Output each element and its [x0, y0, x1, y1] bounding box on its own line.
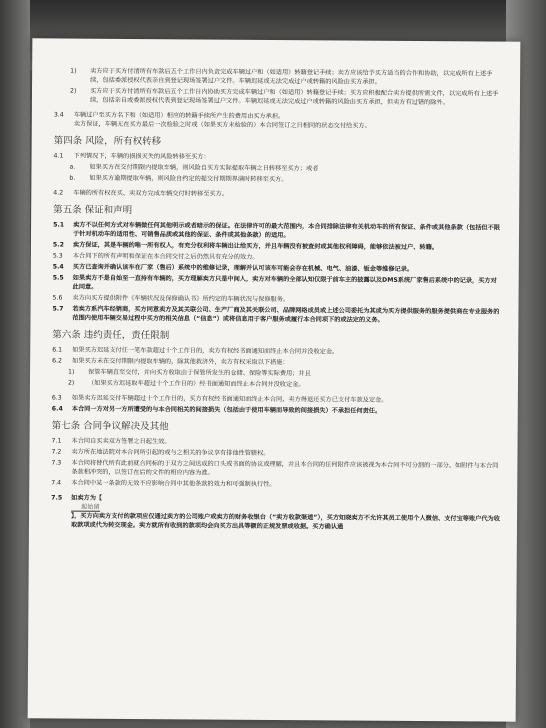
- clause-4-1: [54, 151, 504, 163]
- contract-body: [51, 66, 504, 534]
- clause-number: 5.1: [53, 221, 65, 229]
- clause-7-4: [51, 478, 501, 490]
- clause-number: 4.1: [53, 152, 64, 160]
- clause-3-4: [54, 110, 504, 131]
- clause-text-2: 卖方保证，车辆无在买方最后一次检验之时或（如果买方未检验的）本合同签订之日相同的状态交付给买方。: [73, 120, 371, 130]
- clause-4-2: [53, 188, 503, 200]
- clause-text: 卖方保证，其是车辆的唯一所有权人，有充分权利将车辆出让给买方，并且车辆没有被查封或其他权利障碍，能够依法被过户、转籍。: [72, 241, 439, 252]
- clause-text: 本合同将替代所有此前就合同标的于双方之间达成的口头或书面的协议或理解，并且本合同的任何附件应该被视为本合同不可分割的一部分。如附件与本合同条款相冲突的，以签订在后的文件的相应内容为准。: [71, 459, 499, 477]
- clause-3-3-item-1: [70, 67, 504, 88]
- clause-5-5: [53, 273, 503, 294]
- clause-5-2: [53, 240, 503, 252]
- clause-number: 6.4: [51, 405, 63, 413]
- clause-text: 卖方向买方提供附件《车辆状况及保修确认书》所约定的车辆状况与保修服务。: [72, 294, 290, 304]
- clause-text-start: 如卖方为【: [71, 494, 103, 502]
- clause-6-4: [52, 404, 502, 416]
- clause-7-1: [52, 436, 502, 448]
- clause-text: 如果卖方迟延交付车辆超过十个工作日的，买方有权经书面通知而终止本合同，卖方得退还买方已支付车款及定金。: [71, 394, 388, 404]
- clause-7-2: [51, 447, 501, 459]
- clause-6-3: [52, 393, 502, 405]
- clause-text: 如果买方迟延支付任一笔车款超过十个工作日的，卖方有权经书面通知而终止本合同并没收定金。: [72, 346, 339, 356]
- clause-number: 5.4: [52, 263, 64, 271]
- clause-text: 如果卖方不是自始至一直持有车辆的，买方理解卖方只是中间人，卖方对车辆的全部认知仅限于前车主的披露以及DMS系统厂家售后系统中的记录，买方对此同意。: [72, 274, 497, 291]
- clause-4-1-a: [69, 163, 503, 175]
- clause-7-5: [51, 493, 501, 532]
- clause-number: 5.6: [52, 294, 63, 302]
- clause-number: 5.3: [52, 252, 63, 260]
- clause-text: 本合同中某一条款的无效不应影响合同中其他条款的效力和可强制执行性。: [71, 479, 276, 489]
- clause-5-4: [53, 262, 503, 274]
- article-4-heading: 第四条 风险，所有权转移: [53, 135, 162, 148]
- item-text: 卖方应于买方付清所有车款后五个工作日内负责完成车辆过户和（如适用）转籍登记手续；卖方应该给予买方适当的合作和协助，以完成所有上述手续，包括委派授权代表亲自到登记现场签署过户文件。车辆迟延或无法完成过户或转籍的风险由买方承担。: [90, 67, 493, 86]
- clause-7-3: [51, 458, 501, 479]
- clause-6-1: [52, 345, 502, 357]
- article-7-heading: 第七条 合同争议解决及其他: [51, 420, 169, 433]
- clause-text: 车辆的所有权在买、卖双方完成车辆交付时转移至买方。: [73, 189, 229, 198]
- clause-number: 5.2: [52, 241, 64, 249]
- article-6-heading: 第六条 违约责任，责任限制: [52, 329, 170, 342]
- clause-number: 6.2: [52, 357, 62, 365]
- item-text: 如果买方逾期提取车辆，则风险自约定的提交付期期界满时转移至买方。: [89, 174, 288, 184]
- clause-text: 若卖方系汽车经销商，买方同意卖方及其关联公司、生产厂商及其关联公司、品牌网络成员或上述公司委托为其或为买方提供服务的服务提供商在专业服务的范围内使用车辆交易过程中买方的相关信息（“信息”）或将信息用于客户服务或履行本合同项下的或法定的义务。: [72, 305, 500, 324]
- clause-text: 车辆过户至买方名下和（如适用）相应的转籍手续所产生的费用由买方承担。: [73, 111, 285, 121]
- clause-text: 卖方所在地法院对本合同所引起的或与之相关的争议享有排他性管辖权。: [71, 448, 270, 457]
- item-number: b.: [69, 174, 76, 182]
- clause-5-3: [53, 251, 503, 263]
- background-left: [0, 0, 30, 728]
- clause-5-1: [53, 220, 503, 241]
- item-number: 1): [68, 368, 75, 376]
- clause-number: 4.2: [53, 189, 64, 197]
- item-number: a.: [69, 163, 76, 171]
- clause-number: 7.3: [51, 459, 62, 467]
- item-number: 2): [69, 87, 77, 95]
- contract-page: [28, 38, 521, 721]
- item-text: 买方应于买方付清所有车款后五个工作日内协助买方完成车辆过户和（如适用）转籍登记手续；买方应积极配合卖方提供所需文件，以完成所有上述手续，包括亲自或委派授权代表到登记现场签署过户文件。车辆迟延或无法完成过户或转籍的风险由买方承担，但卖方有过错的除外。: [89, 87, 499, 107]
- clause-5-6: [53, 293, 503, 305]
- clause-number: 6.1: [52, 346, 63, 354]
- clause-6-2-item-2: [68, 379, 502, 391]
- clause-number: 6.3: [51, 394, 62, 402]
- handwritten-fill: 起始留: [71, 504, 100, 512]
- clause-text: 买方已查询并确认该车在厂家（售后）系统中的维修记录，理解并认可该车可能会存在机械、电气、油漆、钣金等维修记录。: [72, 263, 414, 273]
- clause-6-2: [52, 356, 502, 368]
- clause-text: 如果买方未在交付期限内提取车辆的，除其他救济外，卖方有权采取以下措施：: [72, 357, 289, 367]
- item-text: （如果买方迟延取车超过十个工作日的）经书面通知而终止本合同并没收定金。: [87, 379, 305, 389]
- clause-number: 7.2: [51, 448, 62, 456]
- clause-text-end: 】，买方向卖方支付的款项应仅通过卖方的公司账户或卖方的财务收银台（“卖方收款渠道”），买方知晓卖方不允许其员工使用个人微信、支付宝等账户代为收取款项或代为转交现金。卖方就所有收到的款项均会向买方出具等额的正规发票或收据。买方确认通: [70, 512, 500, 531]
- clause-text: 卖方不以任何方式对车辆做任何其他明示或者暗示的保证。在法律许可的最大范围内，本合同排除法律有关机动车的所有保证、条件或其他条款（包括但不限于针对机动车的适用性、可销售品质或其他的保证、条件或其他条款）的适用。: [72, 221, 501, 240]
- clause-number: 7.5: [51, 494, 63, 502]
- clause-number: 3.4: [53, 111, 64, 119]
- clause-6-2-item-1: [68, 368, 502, 380]
- article-5-heading: 第五条 保证和声明: [53, 204, 133, 217]
- clause-number: 7.4: [51, 479, 62, 487]
- clause-number: 7.1: [51, 437, 62, 445]
- clause-5-7: [52, 304, 502, 325]
- item-text: 保管车辆直至交付，并向买方收取由于保管所发生的仓储、保险等实际费用；并且: [88, 368, 311, 378]
- clause-number: 5.7: [52, 305, 64, 313]
- item-number: 1): [70, 67, 77, 75]
- clause-3-3-item-2: [70, 87, 504, 108]
- item-text: 如果买方在交付期限内提取车辆，则风险自买方实际提取车辆之日转移至买方；或者: [89, 163, 319, 173]
- clause-text: 下列情况下，车辆的损损灭失的风险转移至买方：: [73, 152, 210, 161]
- clause-text: 本合同下的所有声明和保证在本合同交付之后仍然具有充分的效力。: [72, 252, 259, 261]
- item-number: 2): [67, 379, 75, 387]
- clause-text: 本合同一方对另一方所遭受的与本合同相关的间接损失（包括由于使用车辆而导致的间接损失）不承担任何责任。: [71, 405, 382, 415]
- clause-number: 5.5: [52, 274, 64, 282]
- clause-4-1-b: [69, 174, 503, 186]
- clause-text: 本合同自买卖双方签署之日起生效。: [71, 437, 171, 446]
